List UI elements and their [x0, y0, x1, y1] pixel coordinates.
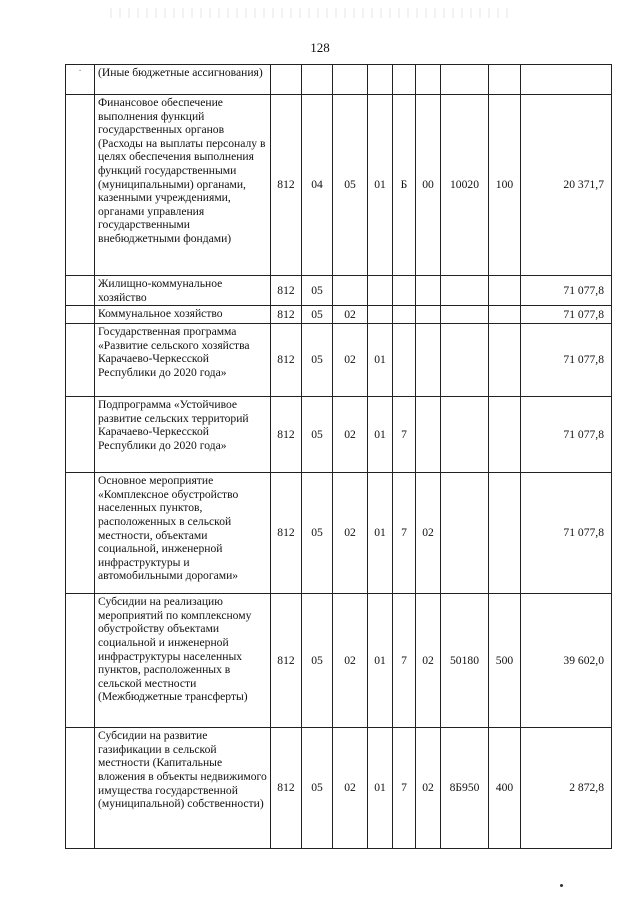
- code-8: [489, 473, 521, 594]
- code-2: 05: [302, 473, 333, 594]
- table-row: [66, 306, 612, 324]
- code-1: 812: [271, 306, 302, 324]
- code-5: 7: [393, 473, 416, 594]
- code-1: 812: [271, 95, 302, 276]
- row-name: Субсидии на реализацию мероприятий по комплексному обустройству объектами социальной и инженерной инфраструктуры населенных пунктов, расположенных в сельской местности (Межбюджетные трансферты): [95, 594, 271, 728]
- code-3: 02: [333, 306, 368, 324]
- code-2: 05: [302, 397, 333, 473]
- code-1: 812: [271, 324, 302, 397]
- table-row: [66, 473, 612, 594]
- amount: 71 077,8: [521, 397, 612, 473]
- row-name: Жилищно-коммунальное хозяйство: [95, 276, 271, 306]
- row-marker: [66, 728, 95, 849]
- amount: 39 602,0: [521, 594, 612, 728]
- code-4: 01: [368, 324, 393, 397]
- code-5: 7: [393, 728, 416, 849]
- code-1: 812: [271, 594, 302, 728]
- budget-table: [65, 64, 612, 849]
- code-5: 7: [393, 397, 416, 473]
- code-7: 50180: [441, 594, 489, 728]
- code-4: [368, 65, 393, 95]
- code-4: 01: [368, 95, 393, 276]
- row-marker: [66, 324, 95, 397]
- code-7: [441, 473, 489, 594]
- row-name: Коммунальное хозяйство: [95, 306, 271, 324]
- row-marker: [66, 473, 95, 594]
- code-7: [441, 306, 489, 324]
- table-row: [66, 95, 612, 276]
- code-5: [393, 276, 416, 306]
- code-3: [333, 276, 368, 306]
- code-3: 02: [333, 594, 368, 728]
- code-6: 00: [416, 95, 441, 276]
- code-5: Б: [393, 95, 416, 276]
- row-marker: [66, 397, 95, 473]
- table-row: [66, 728, 612, 849]
- code-2: 05: [302, 594, 333, 728]
- code-8: [489, 397, 521, 473]
- code-3: 02: [333, 473, 368, 594]
- code-2: [302, 65, 333, 95]
- code-7: [441, 65, 489, 95]
- code-5: [393, 65, 416, 95]
- amount: 20 371,7: [521, 95, 612, 276]
- scan-dot: [560, 884, 563, 887]
- row-name: Финансовое обеспечение выполнения функций государственных органов (Расходы на выплаты персоналу в целях обеспечения выполнения функций государственными (муниципальными) органами, казенными учреждениями, органами управления государственными внебюджетными фондами): [95, 95, 271, 276]
- code-8: [489, 276, 521, 306]
- code-1: [271, 65, 302, 95]
- code-4: 01: [368, 728, 393, 849]
- code-8: 400: [489, 728, 521, 849]
- row-name: Государственная программа «Развитие сельского хозяйства Карачаево-Черкесской Республики до 2020 года»: [95, 324, 271, 397]
- code-2: 04: [302, 95, 333, 276]
- code-1: 812: [271, 276, 302, 306]
- amount: 71 077,8: [521, 306, 612, 324]
- row-marker: [66, 95, 95, 276]
- code-1: 812: [271, 728, 302, 849]
- amount: 71 077,8: [521, 324, 612, 397]
- code-6: [416, 306, 441, 324]
- code-4: 01: [368, 594, 393, 728]
- code-3: 02: [333, 324, 368, 397]
- code-7: 10020: [441, 95, 489, 276]
- code-2: 05: [302, 324, 333, 397]
- code-5: 7: [393, 594, 416, 728]
- page-number: 128: [310, 40, 330, 55]
- code-8: [489, 324, 521, 397]
- row-marker: [66, 306, 95, 324]
- amount: 2 872,8: [521, 728, 612, 849]
- table-row: [66, 397, 612, 473]
- amount: 71 077,8: [521, 276, 612, 306]
- code-2: 05: [302, 276, 333, 306]
- row-marker: [66, 594, 95, 728]
- code-6: [416, 276, 441, 306]
- table-row: [66, 276, 612, 306]
- code-7: [441, 324, 489, 397]
- code-7: [441, 276, 489, 306]
- row-name: (Иные бюджетные ассигнования): [95, 65, 271, 95]
- code-5: [393, 324, 416, 397]
- code-1: 812: [271, 473, 302, 594]
- code-4: 01: [368, 397, 393, 473]
- code-3: 05: [333, 95, 368, 276]
- code-1: 812: [271, 397, 302, 473]
- code-8: 500: [489, 594, 521, 728]
- row-name: Подпрограмма «Устойчивое развитие сельских территорий Карачаево-Черкесской Республики до 2020 года»: [95, 397, 271, 473]
- code-8: 100: [489, 95, 521, 276]
- code-6: 02: [416, 728, 441, 849]
- row-marker: [66, 276, 95, 306]
- code-7: [441, 397, 489, 473]
- code-2: 05: [302, 306, 333, 324]
- code-6: [416, 324, 441, 397]
- table-row: [66, 594, 612, 728]
- table-row: [66, 65, 612, 95]
- code-7: 8Б950: [441, 728, 489, 849]
- code-4: [368, 276, 393, 306]
- code-4: 01: [368, 473, 393, 594]
- code-6: [416, 397, 441, 473]
- code-8: [489, 65, 521, 95]
- row-name: Основное мероприятие «Комплексное обустройство населенных пунктов, расположенных в сельской местности, объектами социальной, инженерной инфраструктуры и автомобильными дорогами»: [95, 473, 271, 594]
- code-2: 05: [302, 728, 333, 849]
- scan-artifact: [110, 8, 510, 18]
- code-6: 02: [416, 594, 441, 728]
- code-3: 02: [333, 728, 368, 849]
- amount: [521, 65, 612, 95]
- row-name: Субсидии на развитие газификации в сельской местности (Капитальные вложения в объекты недвижимого имущества государственной (муниципальной) собственности): [95, 728, 271, 849]
- code-4: [368, 306, 393, 324]
- code-6: 02: [416, 473, 441, 594]
- table-row: [66, 324, 612, 397]
- code-3: 02: [333, 397, 368, 473]
- code-3: [333, 65, 368, 95]
- code-5: [393, 306, 416, 324]
- code-8: [489, 306, 521, 324]
- amount: 71 077,8: [521, 473, 612, 594]
- row-marker: ·: [66, 65, 95, 95]
- code-6: [416, 65, 441, 95]
